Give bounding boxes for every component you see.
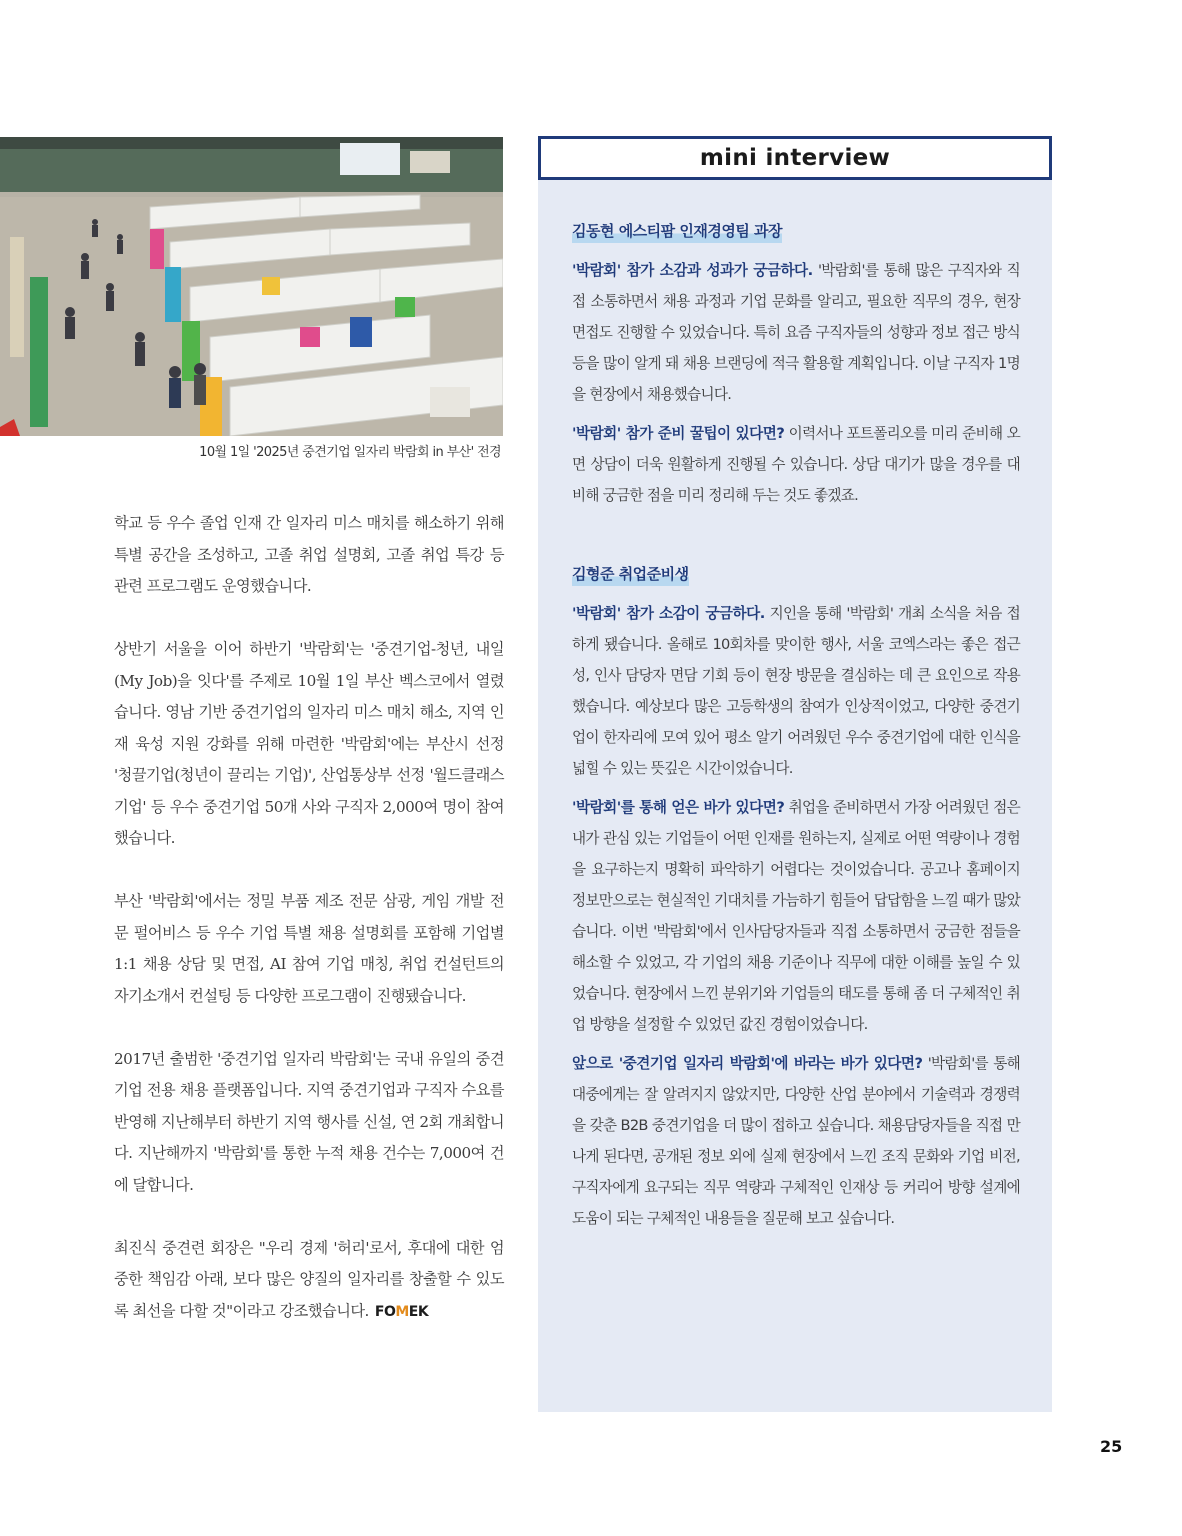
interview-answer: 취업을 준비하면서 가장 어려웠던 점은 내가 관심 있는 기업들이 어떤 인재를 원하는지, 실제로 어떤 역량이나 경험을 요구하는지 명확히 파악하기 어렵다는 것이었습니다. 공고나 홈페이지 정보만으로는 현실적인 기대치를 가늠하기 힘들어 답답함을 느낄 때가 많았습니다. 이번 '박람회'에서 인사담당자들과 직접 소통하면서 궁금한 점들을 해소할 수 있었고, 각 기업의 채용 기준이나 직무에 대한 이해를 높일 수 있었습니다. 현장에서 느낀 분위기와 기업들의 태도를 통해 좀 더 구체적인 취업 방향을 설정할 수 있었던 값진 경험이었습니다. xyxy=(572,799,1021,1033)
interviewee-name: 김동현 에스티팜 인재경영팀 과장 xyxy=(572,219,782,243)
expo-hall-photo xyxy=(0,137,503,436)
interview-answer: 지인을 통해 '박람회' 개최 소식을 처음 접하게 됐습니다. 올해로 10회차를 맞이한 행사, 서울 코엑스라는 좋은 접근성, 인사 담당자 면담 기회 등이 현장 방문을 결심하는 데 큰 요인으로 작용했습니다. 예상보다 많은 고등학생의 참여가 인상적이었고, 다양한 중견기업이 한자리에 모여 있어 평소 알기 어려웠던 우수 중견기업에 대한 인식을 넓힐 수 있는 뜻깊은 시간이었습니다. xyxy=(572,605,1020,777)
fomek-logo: FOMEK xyxy=(374,1303,429,1320)
interview-qa xyxy=(572,792,1020,1040)
article-paragraph: 부산 '박람회'에서는 정밀 부품 제조 전문 삼광, 게임 개발 전문 펄어비스 등 우수 기업 특별 채용 설명회를 포함해 기업별 1:1 채용 상담 및 면접, AI 참여 기업 매칭, 취업 컨설턴트의 자기소개서 컨설팅 등 다양한 프로그램이 진행됐습니다. xyxy=(114,892,504,1005)
photo-caption: 10월 1일 '2025년 중견기업 일자리 박람회 in 부산' 전경 xyxy=(199,445,501,460)
interview-body xyxy=(572,216,1020,1242)
interview-qa xyxy=(572,1048,1020,1234)
interview-answer: 이력서나 포트폴리오를 미리 준비해 오면 상담이 더욱 원활하게 진행될 수 있습니다. 상담 대기가 많을 경우를 대비해 궁금한 점을 미리 정리해 두는 것도 좋겠죠. xyxy=(572,425,1021,504)
article-paragraph: 최진식 중견련 회장은 "우리 경제 '허리'로서, 후대에 대한 엄중한 책임감 아래, 보다 많은 양질의 일자리를 창출할 수 있도록 최선을 다할 것"이라고 강조했습니다. xyxy=(114,1238,504,1320)
article-paragraph: 상반기 서울을 이어 하반기 '박람회'는 '중견기업-청년, 내일(My Job)을 잇다'를 주제로 10월 1일 부산 벡스코에서 열렸습니다. 영남 기반 중견기업의 일자리 미스 매치 해소, 지역 인재 육성 지원 강화를 위해 마련한 '박람회'에는 부산시 선정 '청끌기업(청년이 끌리는 기업)', 산업통상부 선정 '월드클래스기업' 등 우수 중견기업 50개 사와 구직자 2,000여 명이 참여했습니다. xyxy=(114,640,504,847)
article-body xyxy=(114,508,504,1328)
interview-qa xyxy=(572,255,1020,410)
interview-question: '박람회' 참가 준비 꿀팁이 있다면? xyxy=(572,425,785,442)
interview-question: '박람회'를 통해 얻은 바가 있다면? xyxy=(572,799,785,816)
article-paragraph: 2017년 출범한 '중견기업 일자리 박람회'는 국내 유일의 중견기업 전용 채용 플랫폼입니다. 지역 중견기업과 구직자 수요를 반영해 지난해부터 하반기 지역 행사를 신설, 연 2회 개최합니다. 지난해까지 '박람회'를 통한 누적 채용 건수는 7,000여 건에 달합니다. xyxy=(114,1049,504,1194)
article-paragraph: 학교 등 우수 졸업 인재 간 일자리 미스 매치를 해소하기 위해 특별 공간을 조성하고, 고졸 취업 설명회, 고졸 취업 특강 등 관련 프로그램도 운영했습니다. xyxy=(114,514,504,595)
mini-interview-header xyxy=(538,136,1052,180)
interview-answer: '박람회'를 통해 많은 구직자와 직접 소통하면서 채용 과정과 기업 문화를 알리고, 필요한 직무의 경우, 현장 면접도 진행할 수 있었습니다. 특히 요즘 구직자들의 성향과 정보 접근 방식 등을 많이 알게 돼 채용 브랜딩에 적극 활용할 계획입니다. 이날 구직자 1명을 현장에서 채용했습니다. xyxy=(572,262,1020,403)
article-paragraph-last xyxy=(114,1233,504,1329)
interview-qa xyxy=(572,418,1020,511)
interview-qa xyxy=(572,598,1020,784)
interview-question: 앞으로 '중견기업 일자리 박람회'에 바라는 바가 있다면? xyxy=(572,1055,923,1072)
page-number: 25 xyxy=(1100,1437,1123,1456)
mini-interview-box xyxy=(538,136,1052,1412)
interview-answer: '박람회'를 통해 대중에게는 잘 알려지지 않았지만, 다양한 산업 분야에서 기술력과 경쟁력을 갖춘 B2B 중견기업을 더 많이 접하고 싶습니다. 채용담당자들을 직접 만나게 된다면, 공개된 정보 외에 실제 현장에서 느낀 조직 문화와 기업 비전, 구직자에게 요구되는 직무 역량과 구체적인 인재상 등 커리어 방향 설계에 도움이 되는 구체적인 내용들을 질문해 보고 싶습니다. xyxy=(572,1055,1020,1227)
interview-question: '박람회' 참가 소감이 궁금하다. xyxy=(572,605,765,622)
mini-interview-title: mini interview xyxy=(699,145,891,171)
interview-question: '박람회' 참가 소감과 성과가 궁금하다. xyxy=(572,262,813,279)
expo-hall-illustration xyxy=(0,137,503,436)
interviewee-name: 김형준 취업준비생 xyxy=(572,562,689,586)
